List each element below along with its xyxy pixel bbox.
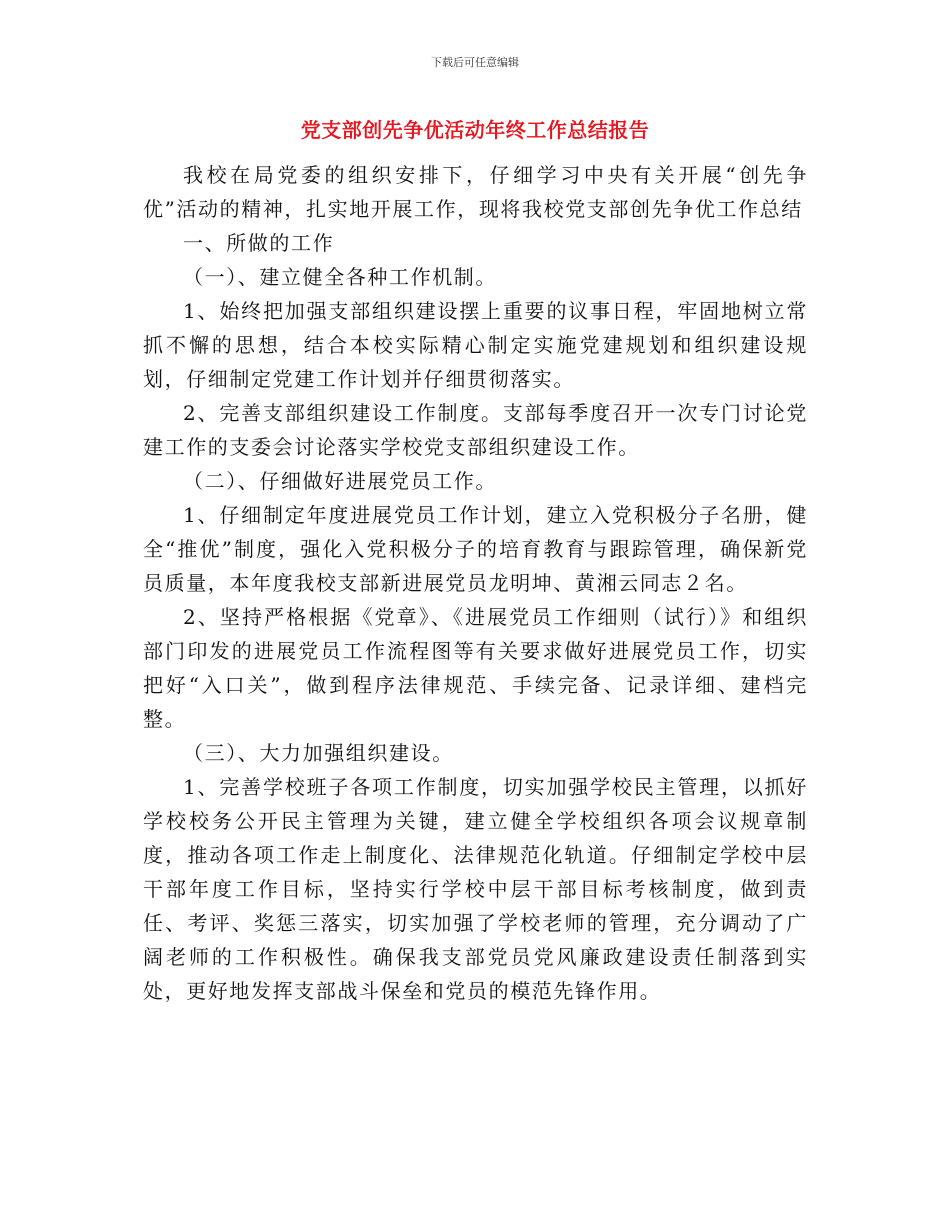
paragraph-intro: 我校在局党委的组织安排下，仔细学习中央有关开展“创先争优”活动的精神，扎实地开展工作，现将我校党支部创先争优工作总结: [143, 163, 808, 221]
subsection-heading-1: （一）、建立健全各种工作机制。: [183, 265, 497, 289]
document-body: [143, 158, 808, 1008]
section-heading-work-done: 一、所做的工作: [183, 231, 335, 255]
paragraph-2-2: 2、坚持严格根据《党章》、《进展党员工作细则（试行）》和组织部门印发的进展党员工作流程图等有关要求做好进展党员工作，切实把好“入口关”，做到程序法律规范、手续完备、记录详细、建档完整。: [143, 605, 808, 731]
paragraph-1-1: 1、始终把加强支部组织建设摆上重要的议事日程，牢固地树立常抓不懈的思想，结合本校实际精心制定实施党建规划和组织建设规划，仔细制定党建工作计划并仔细贯彻落实。: [143, 299, 808, 391]
paragraph-2-1: 1、仔细制定年度进展党员工作计划，建立入党积极分子名册，健全“推优”制度，强化入党积极分子的培育教育与跟踪管理，确保新党员质量，本年度我校支部新进展党员龙明坤、黄湘云同志２名。: [143, 503, 808, 595]
paragraph-3-1: 1、完善学校班子各项工作制度，切实加强学校民主管理，以抓好学校校务公开民主管理为关键，建立健全学校组织各项会议规章制度，推动各项工作走上制度化、法律规范化轨道。仔细制定学校中层干部年度工作目标，坚持实行学校中层干部目标考核制度，做到责任、考评、奖惩三落实，切实加强了学校老师的管理，充分调动了广阔老师的工作积极性。确保我支部党员党风廉政建设责任制落到实处，更好地发挥支部战斗保垒和党员的模范先锋作用。: [143, 775, 808, 1003]
subsection-heading-3: （三）、大力加强组织建设。: [183, 741, 454, 765]
header-note: 下载后可任意编辑: [431, 56, 519, 69]
subsection-heading-2: （二）、仔细做好进展党员工作。: [183, 469, 497, 493]
document-title: 党支部创先争优活动年终工作总结报告: [300, 118, 650, 142]
paragraph-1-2: 2、完善支部组织建设工作制度。支部每季度召开一次专门讨论党建工作的支委会讨论落实学校党支部组织建设工作。: [143, 401, 808, 459]
